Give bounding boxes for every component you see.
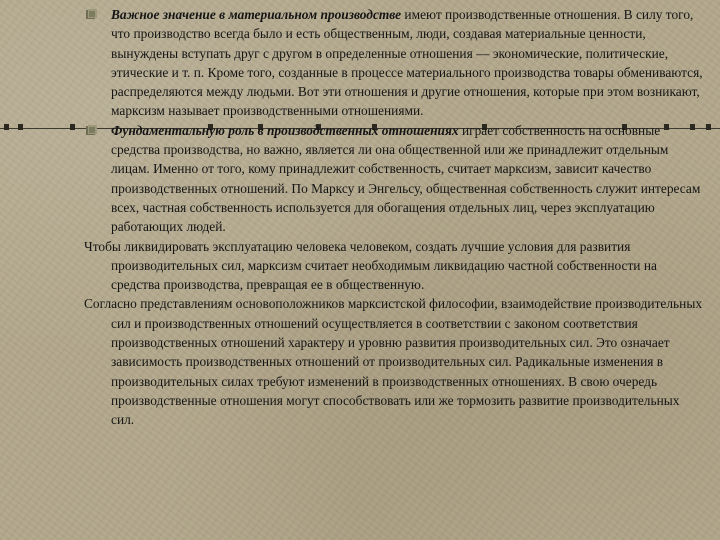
paragraph-lead: Фундаментальную роль в производственных отношениях xyxy=(111,122,459,138)
paragraph-lead: Важное значение в материальном производстве xyxy=(111,7,402,22)
paragraph-correspondence-law: Согласно представлениям основоположников марксистской философии, взаимодействие производительных сил и производственных отношений осуществляется в соответствии с законом соответствия производственных отношений характеру и уровню развития производительных сил. Это означает зависимость производственных отношений от производительных сил. Радикальные изменения в производительных силах требуют изменений в производственных отношениях. В свою очередь производственные отношения могут способствовать или же тормозить развитие производительных сил. xyxy=(84,296,703,428)
paragraph-text: имеют производственные отношения. В силу того, что производство всегда было и есть общественным, люди, создавая материальные ценности, вынуждены вступать друг с другом в определенные отношения — экономические, политические, этические и т. п. Кроме того, созданные в процессе материального производства товары обмениваются, распределяются между людьми. Вот эти отношения и другие отношения, которые при этом возникают, марксизм называет производственными отношениями. xyxy=(111,7,703,119)
paragraph-property-role xyxy=(84,121,704,237)
paragraph-text: играет собственность на основные средства производства, но важно, является ли она общественной или же принадлежит отдельным лицам. Именно от того, кому принадлежит собственность, считает марксизм, зависит качество производственных отношений. По Марксу и Энгельсу, общественная собственность служит интересам всех, частная собственность используется для обогащения отдельных лиц, через эксплуатацию работающих людей. xyxy=(111,122,701,235)
bullet-icon xyxy=(86,125,97,136)
paragraph-production-relations xyxy=(84,5,704,121)
bullet-icon xyxy=(86,9,97,20)
paragraph-eliminate-exploitation: Чтобы ликвидировать эксплуатацию человека человеком, создать лучшие условия для развития производительных сил, марксизм считает необходимым ликвидацию частной собственности на средства производства, превращая ее в общественную. xyxy=(84,238,657,293)
slide-body xyxy=(84,5,704,430)
